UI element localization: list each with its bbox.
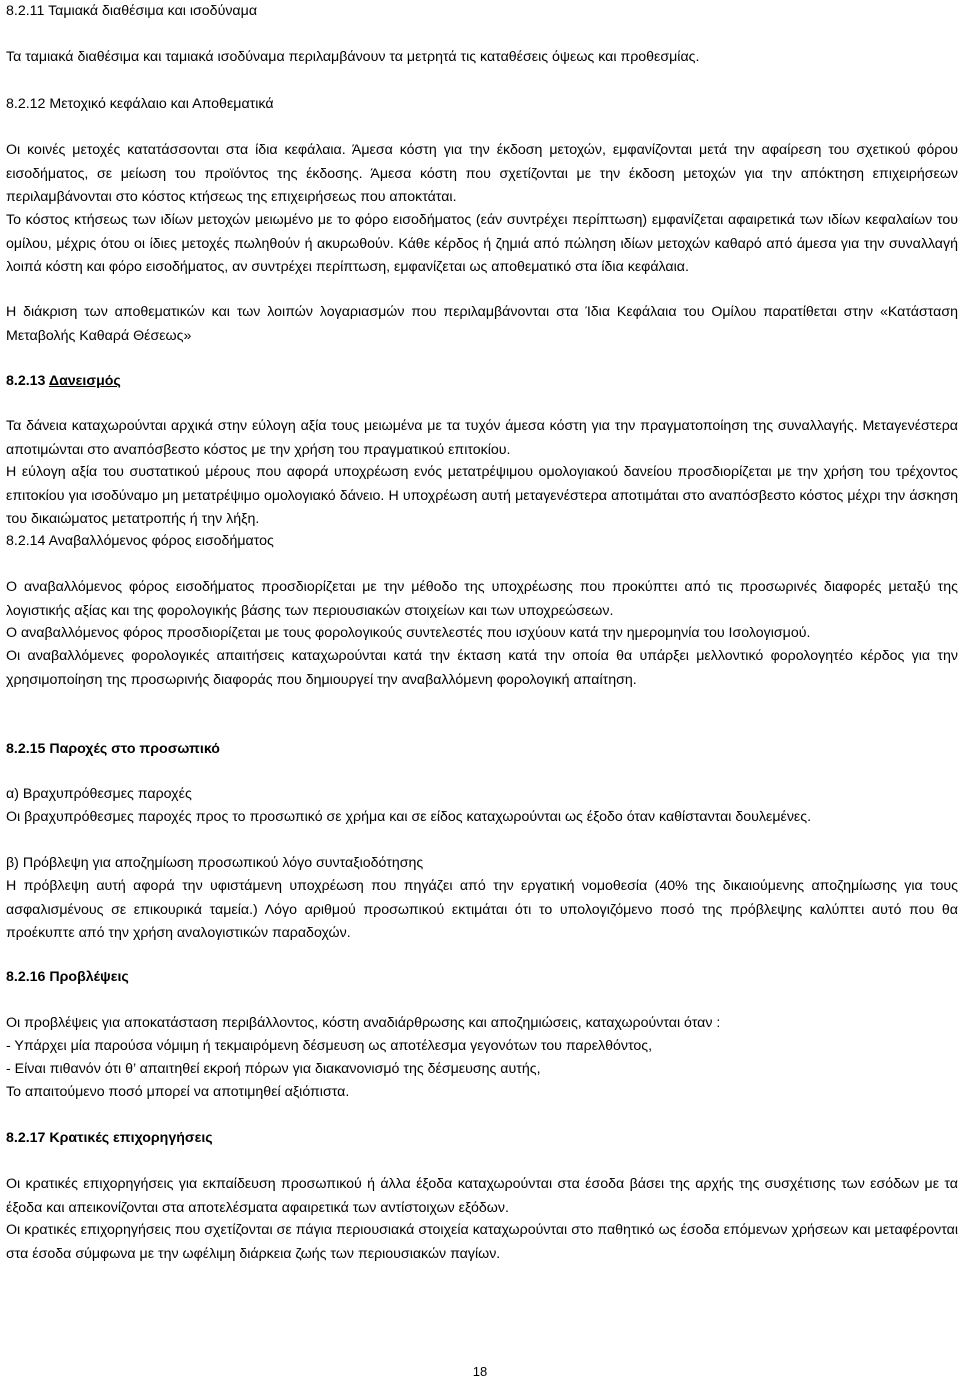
paragraph: Οι βραχυπρόθεσμες παροχές προς το προσωπικό σε χρήμα και σε είδος καταχωρούνται ως έξοδο όταν καθίστανται δουλεμένες.	[6, 809, 812, 825]
paragraph: Η διάκριση των αποθεματικών και των λοιπών λογαριασμών που περιλαμβάνονται στα Ίδια Κεφάλαια του Ομίλου παρατίθεται στην «Κατάσταση Μεταβολής Καθαρά Θέσεως»	[6, 304, 958, 344]
section-title: Δανεισμός	[48, 373, 121, 389]
paragraph: Ο αναβαλλόμενος φόρος εισοδήματος προσδιορίζεται με την μέθοδο της υποχρέωσης που προκύπτει από τις προσωρινές διαφορές μεταξύ της λογιστικής αξίας και της φορολογικής βάσης των περιουσιακών στοιχείων και των υποχρεώσεων.	[6, 579, 958, 619]
heading-8-2-15: 8.2.15 Παροχές στο προσωπικό	[6, 741, 220, 757]
section-number: 8.2.13	[6, 373, 49, 389]
list-item: Το απαιτούμενο ποσό μπορεί να αποτιμηθεί αξιόπιστα.	[6, 1084, 350, 1100]
paragraph: Η πρόβλεψη αυτή αφορά την υφιστάμενη υποχρέωση που πηγάζει από την εργατική νομοθεσία (40% της δικαιούμενης αποζημίωσης για τους ασφαλισμένους σε επικουρικά ταμεία.) Λόγο αριθμού προσωπικού εκτιμάται ότι το υπολογιζόμενο ποσό της πρόβλεψης καλύπτει αυτό που θα προέκυπτε από την χρήση αναλογιστικών παραδοχών.	[6, 878, 958, 941]
paragraph: Οι κοινές μετοχές κατατάσσονται στα ίδια κεφάλαια. Άμεσα κόστη για την έκδοση μετοχών, εμφανίζονται μετά την αφαίρεση του σχετικού φόρου εισοδήματος, σε μείωση του προϊόντος της έκδοσης. Άμεσα κόστη που σχετίζονται με την έκδοση μετοχών για την απόκτηση επιχειρήσεων περιλαμβάνονται στο κόστος κτήσεως της επιχειρήσεως που αποκτάται.	[6, 142, 958, 205]
list-item: - Είναι πιθανόν ότι θ’ απαιτηθεί εκροή πόρων για διακανονισμό της δέσμευσης αυτής,	[6, 1061, 541, 1077]
paragraph: Τα ταμιακά διαθέσιμα και ταμιακά ισοδύναμα περιλαμβάνουν τα μετρητά τις καταθέσεις όψεως και προθεσμίας.	[6, 49, 700, 65]
paragraph: Ο αναβαλλόμενος φόρος προσδιορίζεται με τους φορολογικούς συντελεστές που ισχύουν κατά την ημερομηνία του Ισολογισμού.	[6, 625, 811, 641]
paragraph: Τα δάνεια καταχωρούνται αρχικά στην εύλογη αξία τους μειωμένα με τα τυχόν άμεσα κόστη για την πραγματοποίηση της συναλλαγής. Μεταγενέστερα αποτιμώνται στο αναπόσβεστο κόστος με την χρήση του πραγματικού επιτοκίου.	[6, 418, 958, 458]
paragraph: Η εύλογη αξία του συστατικού μέρους που αφορά υποχρέωση ενός μετατρέψιμου ομολογιακού δανείου προσδιορίζεται με την χρήση του τρέχοντος επιτοκίου για ισοδύναμο μη μετατρέψιμο ομολογιακό δάνειο. Η υποχρέωση αυτή μεταγενέστερα αποτιμάται στο αναπόσβεστο κόστος μέχρι την άσκηση του δικαιώματος μετατροπής ή την λήξη.	[6, 464, 958, 527]
heading-8-2-16: 8.2.16 Προβλέψεις	[6, 969, 129, 985]
heading-8-2-13	[6, 370, 958, 394]
paragraph: Οι κρατικές επιχορηγήσεις για εκπαίδευση προσωπικού ή άλλα έξοδα καταχωρούνται στα έσοδα βάσει της αρχής της συσχέτισης των εσόδων με τα έξοδα και απεικονίζονται στα αποτελέσματα αφαιρετικά των αντίστοιχων εξόδων.	[6, 1176, 958, 1216]
paragraph: Το κόστος κτήσεως των ιδίων μετοχών μειωμένο με το φόρο εισοδήματος (εάν συντρέχει περίπτωση) εμφανίζεται αφαιρετικά των ιδίων κεφαλαίων του ομίλου, μέχρις ότου οι ίδιες μετοχές πωληθούν ή ακυρωθούν. Κάθε κέρδος ή ζημιά από πώληση ιδίων μετοχών καθαρό από άμεσα για την συναλλαγή λοιπά κόστη και φόρο εισοδήματος, αν συντρέχει περίπτωση, εμφανίζεται ως αποθεματικό στα ίδια κεφάλαια.	[6, 212, 958, 275]
heading-8-2-17: 8.2.17 Κρατικές επιχορηγήσεις	[6, 1130, 213, 1146]
paragraph: Οι αναβαλλόμενες φορολογικές απαιτήσεις καταχωρούνται κατά την έκταση κατά την οποία θα υπάρξει μελλοντικό φορολογητέο κέρδος για την χρησιμοποίηση της προσωρινής διαφοράς που δημιουργεί την αναβαλλόμενη φορολογική απαίτηση.	[6, 648, 958, 688]
page-number: 18	[472, 1364, 488, 1379]
heading-8-2-14: 8.2.14 Αναβαλλόμενος φόρος εισοδήματος	[6, 533, 274, 549]
paragraph: Οι κρατικές επιχορηγήσεις που σχετίζονται σε πάγια περιουσιακά στοιχεία καταχωρούνται στο παθητικό ως έσοδα επόμενων χρήσεων και μεταφέρονται στα έσοδα σύμφωνα με την ωφέλιμη διάρκεια ζωής των περιουσιακών παγίων.	[6, 1222, 958, 1262]
subheading: β) Πρόβλεψη για αποζημίωση προσωπικού λόγο συνταξιοδότησης	[6, 855, 424, 871]
paragraph: Οι προβλέψεις για αποκατάσταση περιβάλλοντος, κόστη αναδιάρθρωσης και αποζημιώσεις, καταχωρούνται όταν :	[6, 1015, 721, 1031]
heading-8-2-12: 8.2.12 Μετοχικό κεφάλαιο και Αποθεματικά	[6, 96, 274, 112]
heading-8-2-11: 8.2.11 Ταμιακά διαθέσιμα και ισοδύναμα	[6, 3, 258, 19]
list-item: - Υπάρχει μία παρούσα νόμιμη ή τεκμαιρόμενη δέσμευση ως αποτέλεσμα γεγονότων του παρελθόντος,	[6, 1038, 653, 1054]
subheading: α) Βραχυπρόθεσμες παροχές	[6, 786, 192, 802]
